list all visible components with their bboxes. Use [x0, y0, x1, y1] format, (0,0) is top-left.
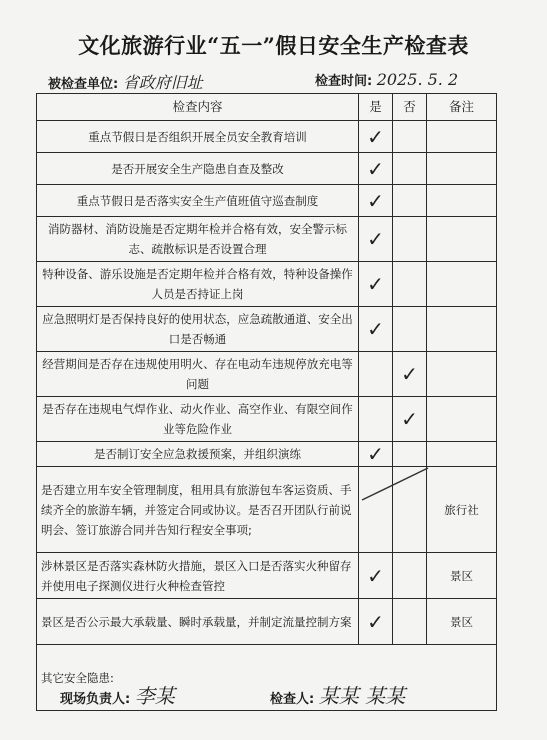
onsite-responsible [60, 680, 175, 709]
yes-mark: ✓ [359, 217, 393, 262]
yes-mark [359, 352, 393, 397]
yes-mark: ✓ [359, 307, 393, 352]
inspection-table [36, 93, 497, 711]
yes-mark: ✓ [359, 262, 393, 307]
yes-mark [359, 397, 393, 442]
check-item: 是否存在违规电气焊作业、动火作业、高空作业、有限空间作业等危险作业 [37, 397, 359, 442]
remark [427, 352, 497, 397]
header-yes: 是 [359, 94, 393, 121]
other-hazards-label: 其它安全隐患: [37, 645, 497, 711]
table-row [37, 121, 497, 153]
no-mark: ✓ [393, 397, 427, 442]
remark [427, 442, 497, 467]
no-mark [393, 599, 427, 645]
onsite-responsible-signature: 李某 [134, 684, 175, 708]
inspected-unit-value: 省政府旧址 [122, 73, 203, 92]
remark [427, 153, 497, 185]
document-title: 文化旅游行业“五一”假日安全生产检查表 [78, 33, 469, 58]
table-row [37, 262, 497, 307]
remark: 旅行社 [427, 467, 497, 553]
table-row [37, 153, 497, 185]
remark: 景区 [427, 553, 497, 599]
table-row [37, 185, 497, 217]
no-mark [393, 467, 427, 553]
remark [427, 397, 497, 442]
check-item: 应急照明灯是否保持良好的使用状态，应急疏散通道、安全出口是否畅通 [37, 307, 359, 352]
inspector-signature: 某某 某某 [318, 684, 406, 708]
table-row [37, 307, 497, 352]
check-item: 经营期间是否存在违规使用明火、存在电动车违规停放充电等问题 [37, 352, 359, 397]
no-mark [393, 553, 427, 599]
remark [427, 262, 497, 307]
no-mark [393, 153, 427, 185]
header-content: 检查内容 [37, 94, 359, 121]
table-header-row [37, 94, 497, 121]
remark [427, 217, 497, 262]
check-item: 景区是否公示最大承载量、瞬时承载量，并制定流量控制方案 [37, 599, 359, 645]
check-item: 特种设备、游乐设施是否定期年检并合格有效，特种设备操作人员是否持证上岗 [37, 262, 359, 307]
yes-mark: ✓ [359, 553, 393, 599]
remark [427, 307, 497, 352]
no-mark [393, 217, 427, 262]
check-item: 是否制订安全应急救援预案，并组织演练 [37, 442, 359, 467]
header-no: 否 [393, 94, 427, 121]
yes-mark [359, 467, 393, 553]
check-item: 是否开展安全生产隐患自查及整改 [37, 153, 359, 185]
inspection-time [315, 70, 458, 89]
inspection-time-value: 2025. 5. 2 [376, 70, 459, 89]
check-item: 涉林景区是否落实森林防火措施，景区入口是否落实火种留存并使用电子探测仪进行火种检查管控 [37, 553, 359, 599]
no-mark: ✓ [393, 352, 427, 397]
no-mark [393, 262, 427, 307]
header-remarks: 备注 [427, 94, 497, 121]
inspector [270, 680, 405, 709]
no-mark [393, 307, 427, 352]
remark [427, 121, 497, 153]
table-row [37, 397, 497, 442]
no-mark [393, 121, 427, 153]
check-item: 消防器材、消防设施是否定期年检并合格有效，安全警示标志、疏散标识是否设置合理 [37, 217, 359, 262]
no-mark [393, 185, 427, 217]
table-row [37, 442, 497, 467]
check-item: 重点节假日是否落实安全生产值班值守巡查制度 [37, 185, 359, 217]
table-row [37, 352, 497, 397]
table-row [37, 599, 497, 645]
yes-mark: ✓ [359, 153, 393, 185]
table-row [37, 553, 497, 599]
remark [427, 185, 497, 217]
inspected-unit-label: 被检查单位: [48, 77, 119, 92]
yes-mark: ✓ [359, 442, 393, 467]
yes-mark: ✓ [359, 599, 393, 645]
yes-mark: ✓ [359, 185, 393, 217]
remark: 景区 [427, 599, 497, 645]
no-mark [393, 442, 427, 467]
onsite-responsible-label: 现场负责人: [60, 692, 131, 707]
inspection-time-label: 检查时间: [315, 74, 373, 89]
table-row [37, 467, 497, 553]
inspector-label: 检查人: [270, 692, 315, 707]
check-item: 重点节假日是否组织开展全员安全教育培训 [37, 121, 359, 153]
inspected-unit [48, 70, 203, 93]
yes-mark: ✓ [359, 121, 393, 153]
check-item: 是否建立用车安全管理制度，租用具有旅游包车客运资质、手续齐全的旅游车辆，并签定合同或协议。是否召开团队行前说明会、签订旅游合同并告知行程安全事项; [37, 467, 359, 553]
table-row [37, 217, 497, 262]
